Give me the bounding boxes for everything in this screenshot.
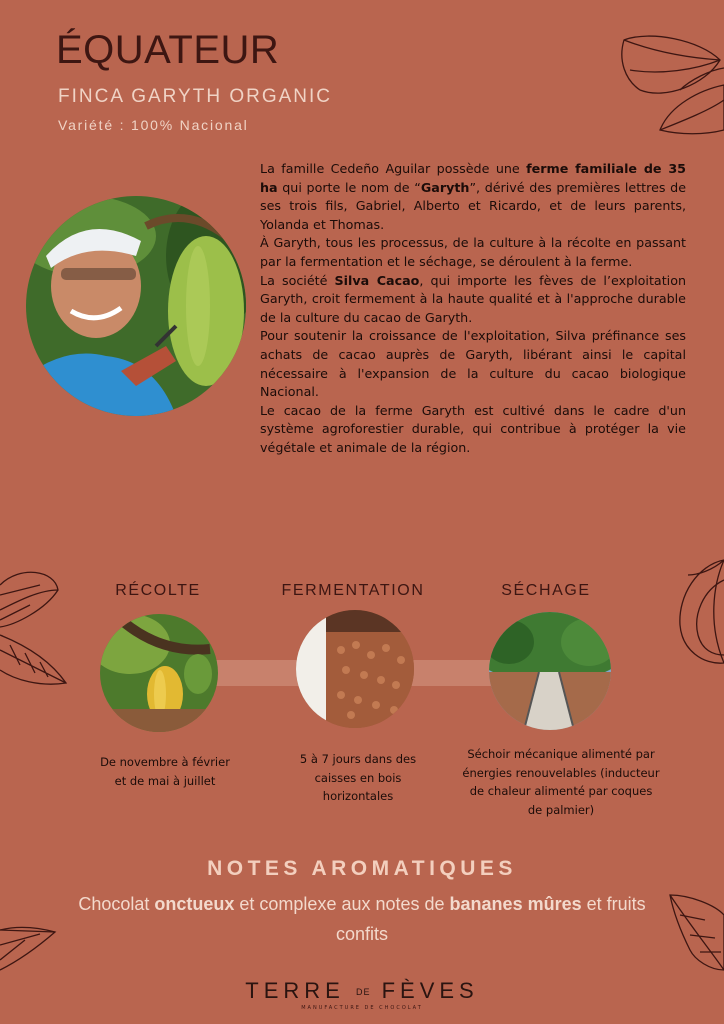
farm-description xyxy=(260,160,686,458)
cocoa-pod-icon xyxy=(668,555,724,670)
description-paragraph: La société Silva Cacao, qui importe les fèves de l’exploitation Garyth, croit fermement à la haute qualité et à l'approche durable de la culture du cacao de Garyth. xyxy=(260,272,686,325)
page-title: ÉQUATEUR xyxy=(56,28,280,72)
description-paragraph: Le cacao de la ferme Garyth est cultivé dans le cadre d'un système agroforestier durable, qui contribue à protéger la vie végétale et animale de la région. xyxy=(260,402,686,455)
brand-name-part: TERRE xyxy=(245,978,345,1003)
step-text-fermentation: 5 à 7 jours dans des caisses en bois horizontales xyxy=(299,752,417,803)
brand-name-de: DE xyxy=(355,987,371,998)
brand-logo xyxy=(0,978,724,1004)
fermentation-photo xyxy=(296,610,414,728)
step-label-fermentation: FERMENTATION xyxy=(281,582,425,599)
aromatic-notes-text: Chocolat onctueux et complexe aux notes de bananes mûres et fruits confits xyxy=(78,894,646,944)
description-paragraph: Pour soutenir la croissance de l'exploitation, Silva préfinance ses achats de cacao auprès de Garyth, libérant ainsi le capital nécessaire à l'expansion de la culture du cacao biologique Nacional. xyxy=(260,328,686,400)
step-text-harvest: De novembre à février et de mai à juillet xyxy=(100,755,230,788)
variety-label: Variété : 100% Nacional xyxy=(58,117,249,133)
aromatic-notes-title: NOTES AROMATIQUES xyxy=(207,857,517,880)
farmer-portrait-photo xyxy=(26,196,246,416)
description-paragraph: La famille Cedeño Aguilar possède une ferme familiale de 35 ha qui porte le nom de “Garyth”, dérivé des premières lettres de ses trois fils, Gabriel, Alberto et Ricardo, et de leurs parents, Yolanda et Thomas. xyxy=(260,161,686,232)
description-paragraph: À Garyth, tous les processus, de la culture à la récolte en passant par la fermentation et le séchage, se déroulent à la ferme. xyxy=(260,235,686,269)
cocoa-pod-icon xyxy=(610,30,724,140)
cocoa-leaf-icon xyxy=(665,890,724,975)
harvest-photo xyxy=(100,614,218,732)
step-label-harvest: RÉCOLTE xyxy=(115,582,201,599)
brand-name-part: FÈVES xyxy=(381,978,479,1003)
brand-tagline: MANUFACTURE DE CHOCOLAT xyxy=(301,1005,423,1011)
cocoa-leaf-icon xyxy=(0,920,60,975)
step-label-drying: SÉCHAGE xyxy=(501,582,591,599)
drying-photo xyxy=(489,612,611,730)
farm-name: FINCA GARYTH ORGANIC xyxy=(58,86,333,107)
step-text-drying: Séchoir mécanique alimenté par énergies renouvelables (inducteur de chaleur alimenté par coques de palmier) xyxy=(462,747,660,817)
